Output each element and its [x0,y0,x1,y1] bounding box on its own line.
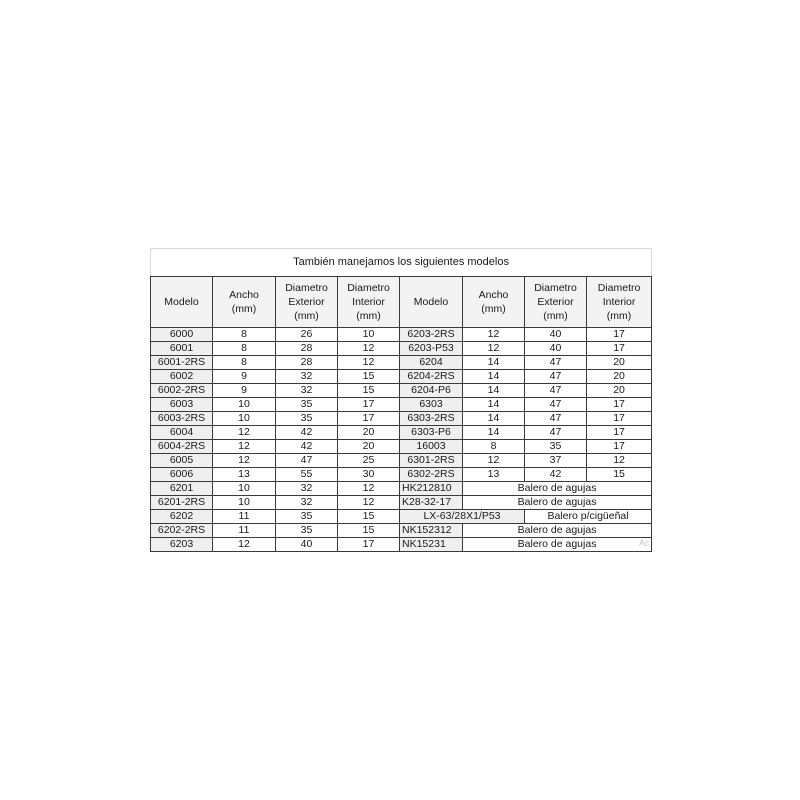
table-row [151,524,652,538]
diametro-exterior-cell: 42 [276,440,338,454]
ancho-cell: 12 [463,328,525,342]
modelo-cell: 6203-2RS [400,328,463,342]
diametro-interior-cell: 17 [338,538,400,552]
table-row [151,538,652,552]
diametro-exterior-cell: 47 [525,356,587,370]
table-row [151,370,652,384]
modelo-cell: 6002 [151,370,213,384]
diametro-exterior-cell: 35 [276,510,338,524]
diametro-interior-cell: 17 [587,412,652,426]
diametro-exterior-cell: 35 [276,398,338,412]
diametro-interior-cell: 17 [338,398,400,412]
modelo-cell: 6006 [151,468,213,482]
diametro-interior-cell: 17 [587,426,652,440]
diametro-interior-cell: 17 [587,342,652,356]
diametro-exterior-cell: 47 [525,412,587,426]
diametro-interior-cell: 12 [338,496,400,510]
diametro-interior-cell: 15 [338,510,400,524]
table-row [151,440,652,454]
modelo-cell: 6204 [400,356,463,370]
modelo-cell: 6003-2RS [151,412,213,426]
modelo-cell: 6204-P6 [400,384,463,398]
header-modelo: Modelo [400,277,463,328]
modelo-cell: 6001 [151,342,213,356]
modelo-cell: 6202 [151,510,213,524]
diametro-exterior-cell: 55 [276,468,338,482]
diametro-interior-cell: 17 [587,328,652,342]
diametro-exterior-cell: 35 [276,524,338,538]
ancho-cell: 11 [213,510,276,524]
table-row [151,482,652,496]
diametro-exterior-cell: 47 [525,370,587,384]
modelo-cell: 6303-P6 [400,426,463,440]
diametro-interior-cell: 12 [587,454,652,468]
header-diametro-interior: Diametro Interior (mm) [587,277,652,328]
modelo-cell: 6004-2RS [151,440,213,454]
diametro-exterior-cell: 28 [276,356,338,370]
diametro-interior-cell: 12 [338,482,400,496]
modelo-cell: 6001-2RS [151,356,213,370]
modelo-cell: 6202-2RS [151,524,213,538]
bearing-models-table [150,248,652,552]
table-row [151,328,652,342]
bearing-table-sheet [150,248,651,552]
table-row [151,426,652,440]
ancho-cell: 12 [213,440,276,454]
table-row [151,468,652,482]
description-cell: Balero de agujas [463,538,652,552]
header-row [151,277,652,328]
table-row [151,342,652,356]
diametro-interior-cell: 12 [338,356,400,370]
diametro-interior-cell: 20 [338,440,400,454]
modelo-cell: 6303-2RS [400,412,463,426]
table-row [151,454,652,468]
ancho-cell: 12 [463,454,525,468]
table-row [151,412,652,426]
modelo-cell: 6302-2RS [400,468,463,482]
diametro-interior-cell: 17 [338,412,400,426]
description-cell: Balero de agujas [463,482,652,496]
modelo-cell: 6204-2RS [400,370,463,384]
table-title: También manejamos los siguientes modelos [151,249,652,277]
diametro-exterior-cell: 32 [276,482,338,496]
diametro-exterior-cell: 40 [276,538,338,552]
table-row [151,384,652,398]
modelo-cell: K28-32-17 [400,496,463,510]
modelo-cell: 6203 [151,538,213,552]
ancho-cell: 10 [213,496,276,510]
modelo-cell: 6005 [151,454,213,468]
modelo-cell: 6201 [151,482,213,496]
modelo-cell: 16003 [400,440,463,454]
diametro-interior-cell: 12 [338,342,400,356]
ancho-cell: 14 [463,370,525,384]
modelo-cell: 6301-2RS [400,454,463,468]
diametro-exterior-cell: 47 [525,426,587,440]
ancho-cell: 8 [213,328,276,342]
ancho-cell: 14 [463,412,525,426]
ancho-cell: 14 [463,384,525,398]
diametro-interior-cell: 20 [587,356,652,370]
header-diametro-exterior: Diametro Exterior (mm) [276,277,338,328]
table-row [151,356,652,370]
ancho-cell: 12 [213,426,276,440]
description-cell: Balero de agujas [463,496,652,510]
diametro-exterior-cell: 47 [525,384,587,398]
ancho-cell: 9 [213,384,276,398]
diametro-interior-cell: 17 [587,398,652,412]
header-ancho: Ancho (mm) [213,277,276,328]
diametro-exterior-cell: 32 [276,496,338,510]
diametro-interior-cell: 15 [338,524,400,538]
table-body [151,328,652,552]
description-cell: Balero de agujas [463,524,652,538]
diametro-interior-cell: 20 [587,384,652,398]
diametro-exterior-cell: 26 [276,328,338,342]
watermark-text: Ac [639,538,650,548]
header-diametro-exterior: Diametro Exterior (mm) [525,277,587,328]
modelo-cell: 6303 [400,398,463,412]
ancho-cell: 11 [213,524,276,538]
modelo-cell: 6004 [151,426,213,440]
diametro-exterior-cell: 42 [525,468,587,482]
diametro-interior-cell: 30 [338,468,400,482]
ancho-cell: 8 [213,342,276,356]
diametro-interior-cell: 25 [338,454,400,468]
diametro-exterior-cell: 32 [276,384,338,398]
modelo-cell: 6002-2RS [151,384,213,398]
ancho-cell: 12 [213,454,276,468]
ancho-cell: 13 [463,468,525,482]
diametro-exterior-cell: 37 [525,454,587,468]
table-row [151,398,652,412]
ancho-cell: 14 [463,426,525,440]
ancho-cell: 10 [213,412,276,426]
diametro-exterior-cell: 42 [276,426,338,440]
ancho-cell: 9 [213,370,276,384]
diametro-exterior-cell: 28 [276,342,338,356]
diametro-interior-cell: 15 [587,468,652,482]
ancho-cell: 10 [213,482,276,496]
modelo-cell: 6003 [151,398,213,412]
diametro-interior-cell: 15 [338,384,400,398]
diametro-exterior-cell: 47 [276,454,338,468]
modelo-cell: NK152312 [400,524,463,538]
diametro-exterior-cell: 47 [525,398,587,412]
ancho-cell: 8 [463,440,525,454]
ancho-cell: 8 [213,356,276,370]
diametro-exterior-cell: 40 [525,328,587,342]
ancho-cell: 12 [213,538,276,552]
modelo-cell: NK15231 [400,538,463,552]
description-cell: Balero p/cigüeñal [525,510,652,524]
header-diametro-interior: Diametro Interior (mm) [338,277,400,328]
diametro-exterior-cell: 35 [525,440,587,454]
diametro-exterior-cell: 40 [525,342,587,356]
diametro-exterior-cell: 35 [276,412,338,426]
ancho-cell: 13 [213,468,276,482]
diametro-interior-cell: 20 [338,426,400,440]
ancho-cell: 14 [463,356,525,370]
header-ancho: Ancho (mm) [463,277,525,328]
diametro-interior-cell: 20 [587,370,652,384]
table-row [151,496,652,510]
diametro-interior-cell: 15 [338,370,400,384]
modelo-cell: 6203-P53 [400,342,463,356]
diametro-interior-cell: 17 [587,440,652,454]
modelo-cell: 6201-2RS [151,496,213,510]
modelo-cell: LX-63/28X1/P53 [400,510,525,524]
diametro-interior-cell: 10 [338,328,400,342]
ancho-cell: 10 [213,398,276,412]
ancho-cell: 12 [463,342,525,356]
modelo-cell: 6000 [151,328,213,342]
header-modelo: Modelo [151,277,213,328]
diametro-exterior-cell: 32 [276,370,338,384]
ancho-cell: 14 [463,398,525,412]
modelo-cell: HK212810 [400,482,463,496]
table-row [151,510,652,524]
